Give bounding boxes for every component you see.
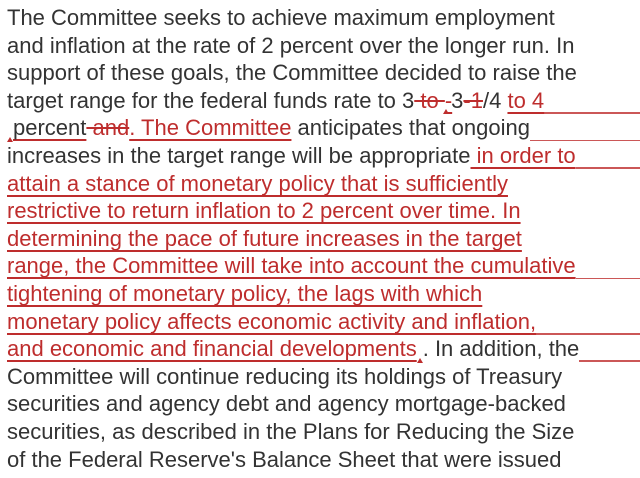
inserted-text: range, the Committee will take into account the cumulative	[7, 253, 576, 279]
text-segment: anticipates that ongoing	[291, 115, 530, 141]
text-line	[7, 280, 640, 308]
text-line	[7, 390, 640, 418]
text-line	[7, 32, 640, 60]
text-line	[7, 114, 640, 142]
text-line	[7, 87, 640, 115]
inserted-text: monetary policy affects economic activity and inflation,	[7, 308, 537, 334]
text-line	[7, 4, 640, 32]
text-segment: Committee will continue reducing its holdings of Treasury	[7, 363, 563, 389]
text-segment: of the Federal Reserve's Balance Sheet that were issued	[7, 446, 562, 472]
text-line	[7, 197, 640, 225]
text-line	[7, 418, 640, 446]
revision-underline-fill	[576, 278, 640, 280]
text-segment: 3	[451, 87, 464, 113]
inserted-text: in order to	[470, 142, 576, 168]
revision-underline-fill	[579, 360, 640, 362]
document-body	[7, 4, 640, 473]
inserted-text: to 4	[507, 87, 545, 113]
inserted-text: tightening of monetary policy, the lags with which	[7, 280, 483, 306]
text-line	[7, 363, 640, 391]
revision-underline-fill	[544, 112, 640, 114]
text-segment: securities, as described in the Plans for Reducing the Size	[7, 418, 575, 444]
inserted-text: and economic and financial developments	[7, 336, 417, 362]
text-segment: and inflation at the rate of 2 percent over the longer run. In	[7, 32, 575, 58]
revision-underline-fill	[530, 140, 640, 142]
revision-underline-fill	[576, 167, 640, 169]
text-line	[7, 335, 640, 363]
text-line	[7, 308, 640, 336]
text-segment: securities and agency debt and agency mortgage-backed	[7, 391, 566, 417]
text-segment: support of these goals, the Committee decided to raise the	[7, 60, 577, 86]
text-segment: /4	[482, 87, 508, 113]
revision-underline-fill	[536, 333, 640, 335]
deleted-text: and	[86, 115, 130, 141]
text-segment: The Committee seeks to achieve maximum employment	[7, 5, 555, 30]
text-line	[7, 170, 640, 198]
inserted-text: determining the pace of future increases in the target	[7, 225, 522, 251]
deleted-text: to	[414, 87, 445, 113]
deleted-text: -1	[463, 87, 483, 113]
text-line	[7, 446, 640, 474]
text-line	[7, 252, 640, 280]
text-segment: increases in the target range will be appropriate	[7, 142, 471, 168]
text-line	[7, 142, 640, 170]
inserted-text: attain a stance of monetary policy that is sufficiently	[7, 170, 508, 196]
text-line	[7, 59, 640, 87]
text-line	[7, 225, 640, 253]
text-segment-underlined: percent	[13, 115, 87, 141]
inserted-text: . The Committee	[129, 115, 292, 141]
inserted-text: restrictive to return inflation to 2 percent over time. In	[7, 198, 521, 224]
text-segment: target range for the federal funds rate to 3	[7, 87, 415, 113]
text-segment: . In addition, the	[422, 336, 580, 362]
inserted-text: -	[444, 87, 453, 113]
